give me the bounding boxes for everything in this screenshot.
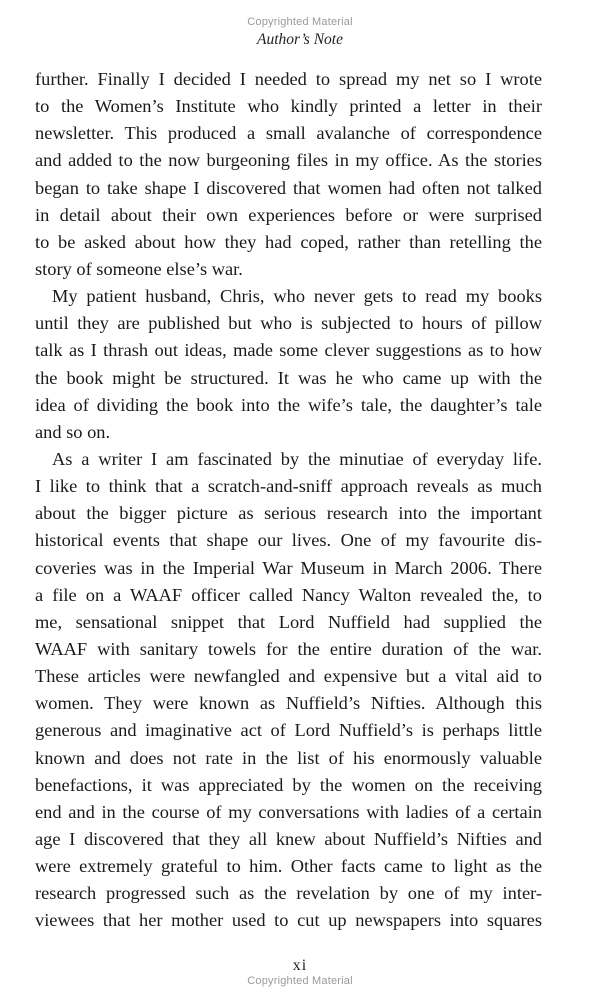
copyright-watermark-bottom: Copyrighted Material bbox=[247, 975, 353, 987]
text-line: me, sensational snippet that Lord Nuffield had supplied the bbox=[35, 611, 542, 632]
paragraph-3 bbox=[35, 446, 542, 935]
text-line: generous and imaginative act of Lord Nuffield’s is perhaps little bbox=[35, 720, 542, 741]
body-text bbox=[35, 66, 542, 935]
text-line: As a writer I am fascinated by the minutiae of everyday life. bbox=[52, 448, 542, 469]
text-line: were extremely grateful to him. Other facts came to light as the bbox=[35, 856, 542, 877]
text-line: women. They were known as Nuffield’s Nifties. Although this bbox=[35, 693, 542, 714]
text-line: age I discovered that they all knew about Nuffield’s Nifties and bbox=[35, 828, 542, 849]
text-line: about the bigger picture as serious research into the important bbox=[35, 503, 542, 524]
text-line: to be asked about how they had coped, rather than retelling the bbox=[35, 231, 542, 252]
text-line: and so on. bbox=[35, 421, 111, 442]
text-line: historical events that shape our lives. One of my favourite dis- bbox=[35, 530, 542, 551]
text-line: the book might be structured. It was he who came up with the bbox=[35, 367, 542, 388]
text-line: WAAF with sanitary towels for the entire duration of the war. bbox=[35, 638, 542, 659]
copyright-watermark-top: Copyrighted Material bbox=[247, 16, 353, 28]
paragraph-2 bbox=[35, 283, 542, 446]
text-line: newsletter. This produced a small avalanche of correspondence bbox=[35, 123, 542, 144]
text-line: known and does not rate in the list of his enormously valuable bbox=[35, 747, 542, 768]
text-line: further. Finally I decided I needed to spread my net so I wrote bbox=[35, 69, 542, 89]
text-line: began to take shape I discovered that women had often not talked bbox=[35, 177, 542, 198]
page-number: xi bbox=[292, 957, 308, 974]
text-line: coveries was in the Imperial War Museum in March 2006. There bbox=[35, 557, 542, 578]
text-line: idea of dividing the book into the wife’s tale, the daughter’s tale bbox=[35, 394, 542, 415]
text-line: These articles were newfangled and expensive but a vital aid to bbox=[35, 666, 542, 687]
text-line: to the Women’s Institute who kindly printed a letter in their bbox=[35, 96, 542, 117]
text-line: research progressed such as the revelation by one of my inter- bbox=[35, 883, 542, 904]
text-line: a file on a WAAF officer called Nancy Walton revealed the, to bbox=[35, 584, 542, 605]
paragraph-1 bbox=[35, 66, 542, 283]
text-line: in detail about their own experiences before or were surprised bbox=[35, 204, 542, 225]
running-head: Author’s Note bbox=[257, 31, 343, 48]
text-line: I like to think that a scratch-and-sniff approach reveals as much bbox=[35, 476, 542, 497]
text-line: talk as I thrash out ideas, made some clever suggestions as to how bbox=[35, 340, 542, 361]
text-line: benefactions, it was appreciated by the women on the receiving bbox=[35, 774, 542, 795]
text-line: My patient husband, Chris, who never gets to read my books bbox=[52, 286, 542, 307]
text-line: and added to the now burgeoning files in my office. As the stories bbox=[35, 150, 542, 171]
text-line: story of someone else’s war. bbox=[35, 258, 243, 279]
text-line: end and in the course of my conversations with ladies of a certain bbox=[35, 801, 542, 822]
text-line: viewees that her mother used to cut up newspapers into squares bbox=[35, 910, 542, 931]
text-line: until they are published but who is subjected to hours of pillow bbox=[35, 313, 542, 334]
